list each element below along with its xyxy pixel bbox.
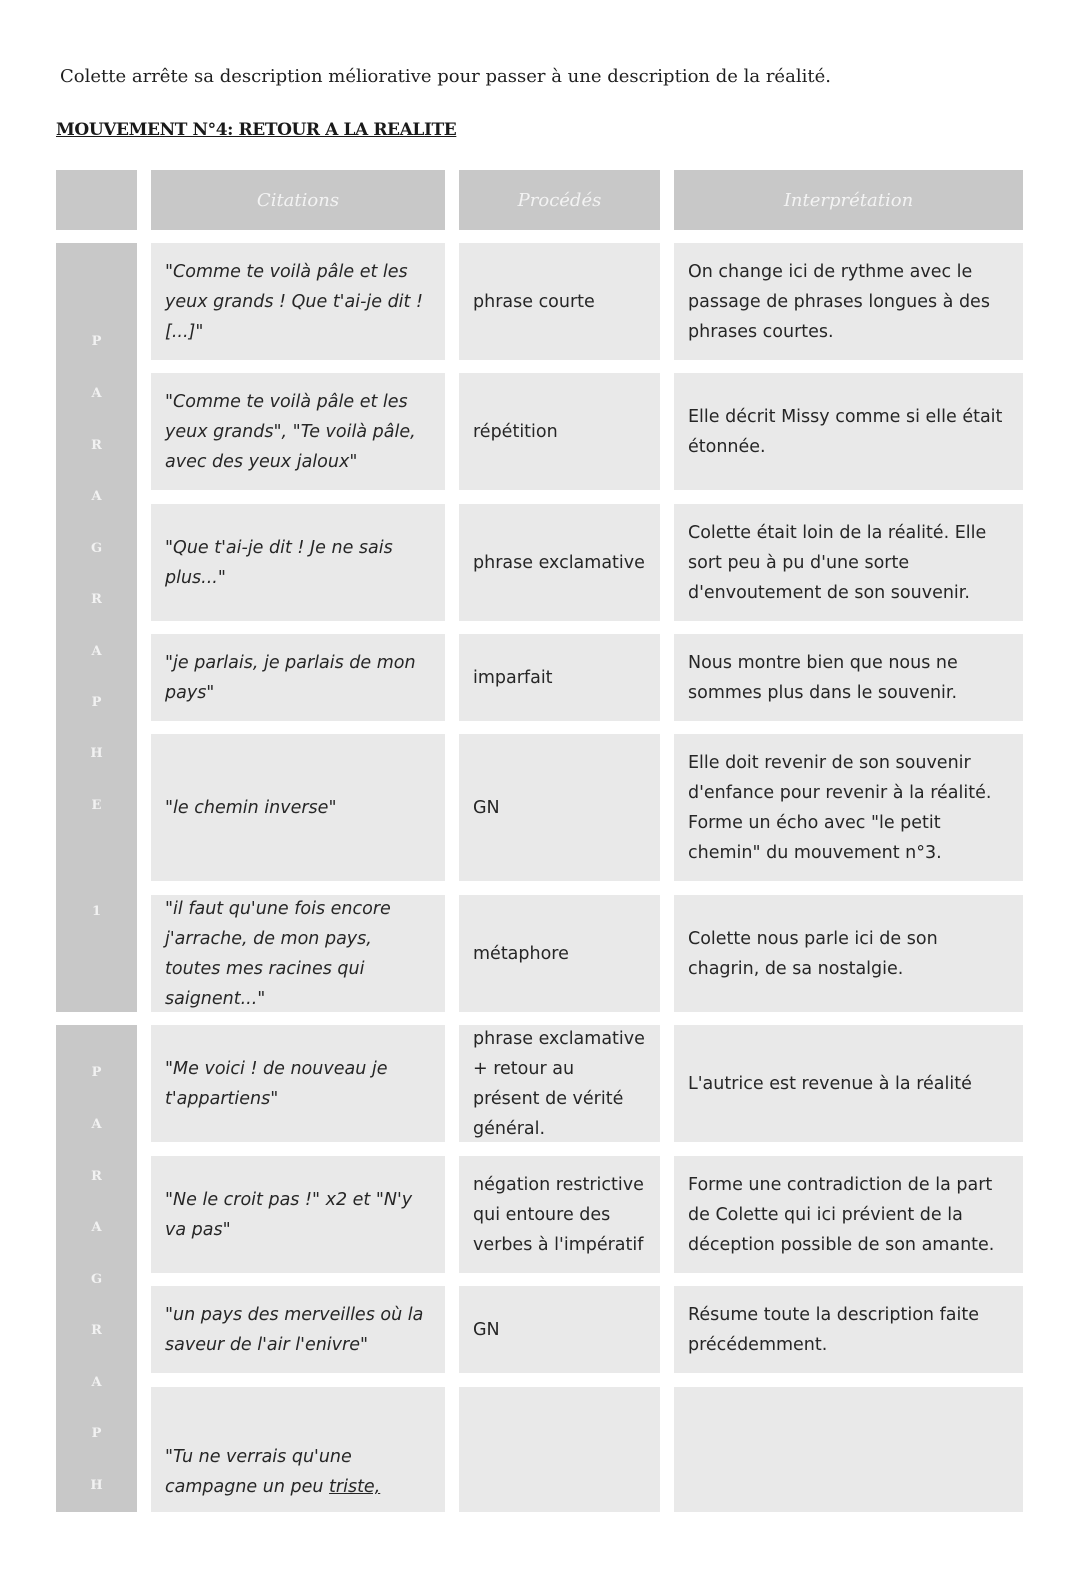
side-letter: A — [91, 1220, 102, 1235]
citation-text: "Tu ne verrais qu'une campagne un peu — [165, 1447, 352, 1497]
citation-cell: "Que t'ai-je dit ! Je ne sais plus..." — [151, 504, 445, 621]
citation-cell: "il faut qu'une fois encore j'arrache, de mon pays, toutes mes racines qui saignent..." — [151, 895, 445, 1012]
side-letter: G — [90, 541, 103, 556]
header-interpretation: Interprétation — [674, 170, 1023, 230]
citation-cell: "un pays des merveilles où la saveur de l'air l'enivre" — [151, 1286, 445, 1373]
side-letter: P — [91, 1426, 102, 1441]
side-letter: R — [91, 592, 102, 607]
interpretation-cell: Forme une contradiction de la part de Colette qui ici prévient de la déception possible de son amante. — [674, 1156, 1023, 1273]
side-letter: A — [91, 489, 102, 504]
header-citations: Citations — [151, 170, 445, 230]
interpretation-cell: Colette nous parle ici de son chagrin, de sa nostalgie. — [674, 895, 1023, 1012]
interpretation-cell: Colette était loin de la réalité. Elle sort peu à pu d'une sorte d'envoutement de son souvenir. — [674, 504, 1023, 621]
procede-cell: phrase courte — [459, 243, 660, 360]
side-letter: R — [91, 438, 102, 453]
procede-cell: répétition — [459, 373, 660, 490]
citation-cell: "le chemin inverse" — [151, 734, 445, 881]
interpretation-cell: Elle doit revenir de son souvenir d'enfance pour revenir à la réalité. Forme un écho avec "le petit chemin" du mouvement n°3. — [674, 734, 1023, 881]
interpretation-cell — [674, 1387, 1023, 1512]
interpretation-cell: Résume toute la description faite précédemment. — [674, 1286, 1023, 1373]
procede-cell: imparfait — [459, 634, 660, 721]
procede-cell: négation restrictive qui entoure des verbes à l'impératif — [459, 1156, 660, 1273]
citation-cell: "je parlais, je parlais de mon pays" — [151, 634, 445, 721]
side-letter: P — [91, 695, 102, 710]
citation-underlined-text: triste, — [329, 1477, 381, 1497]
side-letter: H — [90, 746, 103, 761]
side-letter: 1 — [91, 904, 102, 919]
procede-cell — [459, 1387, 660, 1512]
procede-cell: phrase exclamative — [459, 504, 660, 621]
side-letter: A — [91, 644, 102, 659]
paragraph-1-sidebar — [56, 243, 137, 1012]
interpretation-cell: L'autrice est revenue à la réalité — [674, 1025, 1023, 1142]
procede-cell: phrase exclamative + retour au présent de vérité général. — [459, 1025, 660, 1142]
citation-cell: "Me voici ! de nouveau je t'appartiens" — [151, 1025, 445, 1142]
interpretation-cell: On change ici de rythme avec le passage de phrases longues à des phrases courtes. — [674, 243, 1023, 360]
interpretation-cell: Nous montre bien que nous ne sommes plus dans le souvenir. — [674, 634, 1023, 721]
header-blank-cell — [56, 170, 137, 230]
header-procedes: Procédés — [459, 170, 660, 230]
side-letter: R — [91, 1169, 102, 1184]
citation-cell: "Ne le croit pas !" x2 et "N'y va pas" — [151, 1156, 445, 1273]
citation-cell: "Comme te voilà pâle et les yeux grands ! Que t'ai-je dit ! [...]" — [151, 243, 445, 360]
procede-cell: GN — [459, 1286, 660, 1373]
side-letter: R — [91, 1323, 102, 1338]
citation-cell — [151, 1387, 445, 1512]
side-letter: A — [91, 386, 102, 401]
side-letter: A — [91, 1375, 102, 1390]
procede-cell: métaphore — [459, 895, 660, 1012]
side-letter: A — [91, 1117, 102, 1132]
side-letter: H — [90, 1478, 103, 1493]
interpretation-cell: Elle décrit Missy comme si elle était étonnée. — [674, 373, 1023, 490]
movement-title: MOUVEMENT N°4: RETOUR A LA REALITE — [56, 120, 457, 140]
side-letter: P — [91, 334, 102, 349]
side-letter: E — [91, 798, 102, 813]
citation-cell: "Comme te voilà pâle et les yeux grands", "Te voilà pâle, avec des yeux jaloux" — [151, 373, 445, 490]
side-letter: G — [90, 1272, 103, 1287]
intro-text: Colette arrête sa description méliorative pour passer à une description de la réalité. — [60, 66, 831, 87]
procede-cell: GN — [459, 734, 660, 881]
side-letter: P — [91, 1065, 102, 1080]
